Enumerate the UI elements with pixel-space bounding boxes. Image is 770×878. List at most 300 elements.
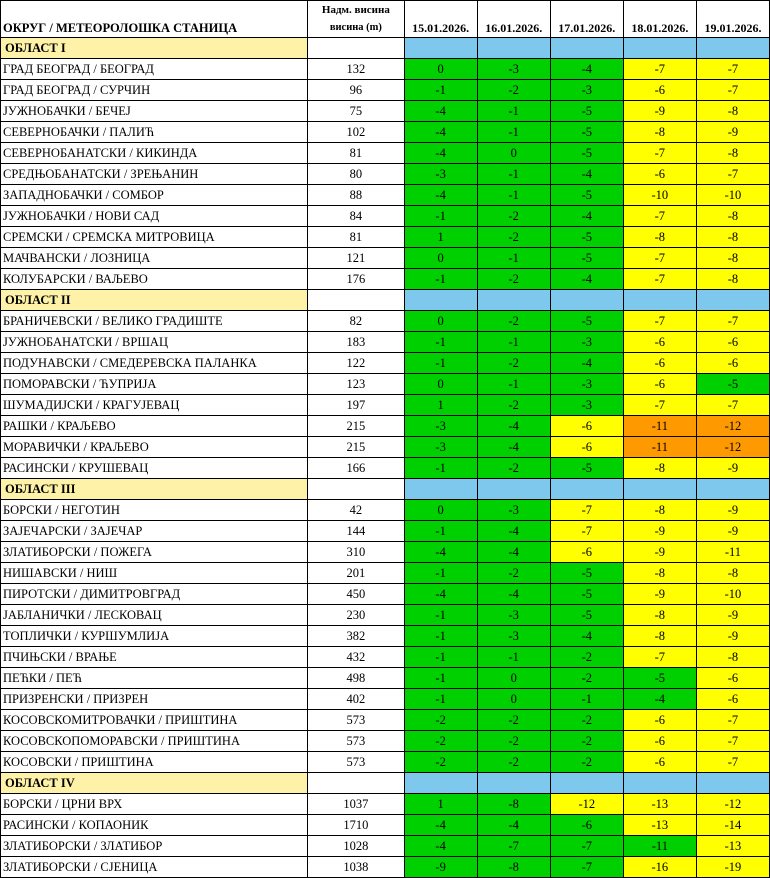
station-name-cell: ПРИЗРЕНСКИ / ПРИЗРЕН bbox=[1, 689, 308, 710]
temperature-cell: -8 bbox=[696, 143, 769, 164]
altitude-cell: 573 bbox=[308, 710, 404, 731]
region-header-row bbox=[1, 479, 770, 500]
temperature-cell: -1 bbox=[550, 689, 623, 710]
altitude-cell: 215 bbox=[308, 437, 404, 458]
table-row bbox=[1, 248, 770, 269]
temperature-cell: -4 bbox=[404, 836, 477, 857]
station-name-cell: ПОМОРАВСКИ / ЋУПРИЈА bbox=[1, 374, 308, 395]
station-name-cell: БОРСКИ / НЕГОТИН bbox=[1, 500, 308, 521]
temperature-cell: -4 bbox=[404, 185, 477, 206]
temperature-cell: 0 bbox=[404, 248, 477, 269]
temperature-cell: -1 bbox=[404, 269, 477, 290]
station-name-cell: БРАНИЧЕВСКИ / ВЕЛИКО ГРАДИШТЕ bbox=[1, 311, 308, 332]
table-row bbox=[1, 437, 770, 458]
region-band-cell bbox=[404, 38, 477, 59]
station-name-cell: ПЧИЊСКИ / ВРАЊЕ bbox=[1, 647, 308, 668]
table-row bbox=[1, 458, 770, 479]
temperature-cell: -2 bbox=[477, 710, 550, 731]
temperature-cell: 0 bbox=[404, 500, 477, 521]
region-label: ОБЛАСТ II bbox=[1, 290, 308, 311]
region-band-cell bbox=[477, 38, 550, 59]
station-name-cell: ЗЛАТИБОРСКИ / ПОЖЕГА bbox=[1, 542, 308, 563]
temperature-cell: -2 bbox=[477, 80, 550, 101]
temperature-cell: -2 bbox=[404, 731, 477, 752]
temperature-cell: -4 bbox=[550, 626, 623, 647]
altitude-cell: 123 bbox=[308, 374, 404, 395]
altitude-cell: 144 bbox=[308, 521, 404, 542]
region-label: ОБЛАСТ IV bbox=[1, 773, 308, 794]
temperature-cell: -8 bbox=[623, 227, 696, 248]
table-row bbox=[1, 206, 770, 227]
temperature-cell: -8 bbox=[477, 857, 550, 878]
temperature-cell: -12 bbox=[696, 416, 769, 437]
table-row bbox=[1, 143, 770, 164]
table-row bbox=[1, 563, 770, 584]
temperature-cell: -7 bbox=[623, 311, 696, 332]
region-band-cell bbox=[696, 479, 769, 500]
station-name-cell: НИШАВСКИ / НИШ bbox=[1, 563, 308, 584]
station-name-cell: МАЧВАНСКИ / ЛОЗНИЦА bbox=[1, 248, 308, 269]
temperature-cell: -7 bbox=[696, 710, 769, 731]
temperature-cell: -7 bbox=[696, 731, 769, 752]
temperature-cell: -3 bbox=[550, 374, 623, 395]
table-row bbox=[1, 794, 770, 815]
altitude-cell: 81 bbox=[308, 143, 404, 164]
header-day-3: 17.01.2026. bbox=[550, 1, 623, 38]
temperature-cell: -7 bbox=[696, 311, 769, 332]
temperature-cell: -5 bbox=[550, 101, 623, 122]
station-name-cell: МОРАВИЧКИ / КРАЉЕВО bbox=[1, 437, 308, 458]
temperature-cell: -13 bbox=[623, 794, 696, 815]
table-header bbox=[1, 1, 770, 38]
region-spacer-cell bbox=[308, 38, 404, 59]
altitude-cell: 432 bbox=[308, 647, 404, 668]
temperature-cell: -13 bbox=[623, 815, 696, 836]
region-band-cell bbox=[550, 38, 623, 59]
altitude-cell: 102 bbox=[308, 122, 404, 143]
region-band-cell bbox=[696, 290, 769, 311]
temperature-cell: -4 bbox=[404, 815, 477, 836]
region-band-cell bbox=[404, 773, 477, 794]
temperature-cell: -8 bbox=[623, 605, 696, 626]
temperature-cell: -10 bbox=[696, 584, 769, 605]
region-band-cell bbox=[550, 479, 623, 500]
temperature-cell: -6 bbox=[696, 668, 769, 689]
temperature-cell: -3 bbox=[477, 626, 550, 647]
temperature-cell: 0 bbox=[404, 374, 477, 395]
temperature-cell: -7 bbox=[623, 395, 696, 416]
header-day-2: 16.01.2026. bbox=[477, 1, 550, 38]
temperature-cell: -8 bbox=[696, 101, 769, 122]
temperature-cell: -2 bbox=[477, 752, 550, 773]
region-header-row bbox=[1, 773, 770, 794]
temperature-cell: -9 bbox=[696, 458, 769, 479]
temperature-cell: -7 bbox=[696, 752, 769, 773]
temperature-cell: -8 bbox=[696, 206, 769, 227]
table-row bbox=[1, 500, 770, 521]
temperature-cell: -4 bbox=[623, 689, 696, 710]
temperature-cell: -7 bbox=[623, 143, 696, 164]
table-row bbox=[1, 332, 770, 353]
temperature-cell: 1 bbox=[404, 794, 477, 815]
altitude-cell: 88 bbox=[308, 185, 404, 206]
temperature-cell: -11 bbox=[623, 836, 696, 857]
temperature-cell: -6 bbox=[623, 80, 696, 101]
temperature-cell: -7 bbox=[550, 857, 623, 878]
temperature-cell: -11 bbox=[623, 416, 696, 437]
region-band-cell bbox=[550, 773, 623, 794]
altitude-cell: 132 bbox=[308, 59, 404, 80]
region-band-cell bbox=[477, 773, 550, 794]
temperature-cell: -1 bbox=[404, 605, 477, 626]
table-row bbox=[1, 836, 770, 857]
temperature-cell: -8 bbox=[623, 626, 696, 647]
header-day-4: 18.01.2026. bbox=[623, 1, 696, 38]
station-name-cell: ПИРОТСКИ / ДИМИТРОВГРАД bbox=[1, 584, 308, 605]
temperature-cell: -11 bbox=[696, 542, 769, 563]
table-row bbox=[1, 542, 770, 563]
temperature-cell: -5 bbox=[550, 227, 623, 248]
region-band-cell bbox=[477, 479, 550, 500]
station-name-cell: ПЕЋКИ / ПЕЋ bbox=[1, 668, 308, 689]
temperature-cell: -6 bbox=[623, 164, 696, 185]
temperature-cell: -14 bbox=[696, 815, 769, 836]
temperature-cell: -12 bbox=[696, 794, 769, 815]
region-header-row bbox=[1, 38, 770, 59]
header-altitude-line1: Надм. висина bbox=[321, 4, 390, 16]
temperature-cell: -2 bbox=[477, 458, 550, 479]
header-day-5: 19.01.2026. bbox=[696, 1, 769, 38]
table-row bbox=[1, 122, 770, 143]
temperature-cell: -2 bbox=[404, 752, 477, 773]
temperature-cell: -10 bbox=[696, 185, 769, 206]
altitude-cell: 1038 bbox=[308, 857, 404, 878]
table-row bbox=[1, 647, 770, 668]
temperature-cell: -2 bbox=[477, 227, 550, 248]
station-name-cell: СЕВЕРНОБАНАТСКИ / КИКИНДА bbox=[1, 143, 308, 164]
temperature-cell: -8 bbox=[623, 500, 696, 521]
temperature-cell: -7 bbox=[623, 248, 696, 269]
temperature-cell: -7 bbox=[696, 80, 769, 101]
temperature-cell: -8 bbox=[696, 647, 769, 668]
region-band-cell bbox=[623, 479, 696, 500]
temperature-cell: -8 bbox=[623, 458, 696, 479]
station-name-cell: РАСИНСКИ / КОПАОНИК bbox=[1, 815, 308, 836]
station-name-cell: СРЕМСКИ / СРЕМСКА МИТРОВИЦА bbox=[1, 227, 308, 248]
station-name-cell: КОСОВСКОПОМОРАВСКИ / ПРИШТИНА bbox=[1, 731, 308, 752]
region-header-row bbox=[1, 290, 770, 311]
temperature-cell: -9 bbox=[623, 542, 696, 563]
temperature-cell: -1 bbox=[477, 164, 550, 185]
temperature-cell: -8 bbox=[477, 794, 550, 815]
altitude-cell: 201 bbox=[308, 563, 404, 584]
station-name-cell: ГРАД БЕОГРАД / БЕОГРАД bbox=[1, 59, 308, 80]
temperature-cell: -4 bbox=[404, 584, 477, 605]
temperature-cell: -1 bbox=[477, 122, 550, 143]
altitude-cell: 215 bbox=[308, 416, 404, 437]
altitude-cell: 573 bbox=[308, 752, 404, 773]
station-name-cell: РАСИНСКИ / КРУШЕВАЦ bbox=[1, 458, 308, 479]
temperature-cell: -5 bbox=[550, 605, 623, 626]
altitude-cell: 402 bbox=[308, 689, 404, 710]
temperature-cell: -3 bbox=[477, 605, 550, 626]
station-name-cell: ЗАПАДНОБАЧКИ / СОМБОР bbox=[1, 185, 308, 206]
altitude-cell: 1028 bbox=[308, 836, 404, 857]
temperature-cell: -1 bbox=[477, 332, 550, 353]
temperature-cell: -4 bbox=[550, 59, 623, 80]
temperature-cell: -4 bbox=[477, 542, 550, 563]
altitude-cell: 310 bbox=[308, 542, 404, 563]
altitude-cell: 84 bbox=[308, 206, 404, 227]
station-name-cell: ШУМАДИЈСКИ / КРАГУЈЕВАЦ bbox=[1, 395, 308, 416]
temperature-cell: -9 bbox=[623, 521, 696, 542]
temperature-cell: -6 bbox=[623, 332, 696, 353]
region-band-cell bbox=[404, 479, 477, 500]
table-row bbox=[1, 101, 770, 122]
temperature-cell: -12 bbox=[696, 437, 769, 458]
table-row bbox=[1, 857, 770, 878]
temperature-cell: -6 bbox=[550, 815, 623, 836]
altitude-cell: 1710 bbox=[308, 815, 404, 836]
table-row bbox=[1, 353, 770, 374]
temperature-cell: -7 bbox=[696, 164, 769, 185]
temperature-cell: -12 bbox=[550, 794, 623, 815]
altitude-cell: 81 bbox=[308, 227, 404, 248]
altitude-cell: 166 bbox=[308, 458, 404, 479]
table-row bbox=[1, 164, 770, 185]
temperature-cell: -8 bbox=[696, 269, 769, 290]
temperature-cell: -2 bbox=[550, 752, 623, 773]
temperature-cell: -2 bbox=[550, 731, 623, 752]
temperature-cell: -1 bbox=[477, 374, 550, 395]
region-label: ОБЛАСТ III bbox=[1, 479, 308, 500]
table-row bbox=[1, 626, 770, 647]
temperature-cell: -9 bbox=[623, 101, 696, 122]
temperature-cell: 0 bbox=[404, 59, 477, 80]
altitude-cell: 382 bbox=[308, 626, 404, 647]
temperature-cell: -2 bbox=[477, 311, 550, 332]
temperature-cell: -3 bbox=[404, 164, 477, 185]
temperature-cell: 0 bbox=[477, 143, 550, 164]
temperature-cell: -6 bbox=[623, 731, 696, 752]
table-row bbox=[1, 731, 770, 752]
temperature-cell: -1 bbox=[404, 647, 477, 668]
temperature-cell: -8 bbox=[623, 122, 696, 143]
temperature-cell: -2 bbox=[550, 668, 623, 689]
temperature-cell: -4 bbox=[477, 416, 550, 437]
temperature-cell: -1 bbox=[477, 248, 550, 269]
temperature-cell: -16 bbox=[623, 857, 696, 878]
temperature-cell: -9 bbox=[696, 626, 769, 647]
region-spacer-cell bbox=[308, 479, 404, 500]
temperature-cell: -4 bbox=[404, 542, 477, 563]
temperature-cell: -6 bbox=[550, 416, 623, 437]
temperature-cell: -5 bbox=[550, 584, 623, 605]
header-station: ОКРУГ / МЕТЕОРОЛОШКА СТАНИЦА bbox=[1, 1, 308, 38]
region-band-cell bbox=[696, 773, 769, 794]
temperature-cell: -4 bbox=[404, 101, 477, 122]
temperature-cell: -1 bbox=[404, 668, 477, 689]
temperature-cell: -1 bbox=[477, 647, 550, 668]
temperature-cell: 0 bbox=[477, 668, 550, 689]
header-altitude-line2: висина (m) bbox=[329, 22, 382, 33]
station-name-cell: КОСОВСКОМИТРОВАЧКИ / ПРИШТИНА bbox=[1, 710, 308, 731]
station-name-cell: КОСОВСКИ / ПРИШТИНА bbox=[1, 752, 308, 773]
temperature-cell: -1 bbox=[477, 101, 550, 122]
temperature-cell: -5 bbox=[550, 185, 623, 206]
temperature-cell: -3 bbox=[477, 59, 550, 80]
temperature-cell: -5 bbox=[623, 668, 696, 689]
region-spacer-cell bbox=[308, 773, 404, 794]
altitude-cell: 75 bbox=[308, 101, 404, 122]
temperature-cell: -7 bbox=[696, 59, 769, 80]
station-name-cell: СЕВЕРНОБАЧКИ / ПАЛИЋ bbox=[1, 122, 308, 143]
station-name-cell: СРЕДЊОБАНАТСКИ / ЗРЕЊАНИН bbox=[1, 164, 308, 185]
temperature-cell: -1 bbox=[404, 206, 477, 227]
temperature-cell: -1 bbox=[404, 626, 477, 647]
temperature-cell: -6 bbox=[696, 353, 769, 374]
temperature-cell: -7 bbox=[477, 836, 550, 857]
altitude-cell: 450 bbox=[308, 584, 404, 605]
altitude-cell: 122 bbox=[308, 353, 404, 374]
temperature-cell: -5 bbox=[550, 563, 623, 584]
temperature-cell: -6 bbox=[623, 752, 696, 773]
header-row bbox=[1, 1, 770, 38]
temperature-cell: -9 bbox=[623, 584, 696, 605]
temperature-cell: -2 bbox=[477, 269, 550, 290]
station-name-cell: РАШКИ / КРАЉЕВО bbox=[1, 416, 308, 437]
region-label: ОБЛАСТ I bbox=[1, 38, 308, 59]
table-row bbox=[1, 269, 770, 290]
temperature-cell: -6 bbox=[623, 374, 696, 395]
altitude-cell: 82 bbox=[308, 311, 404, 332]
temperature-cell: 0 bbox=[477, 689, 550, 710]
station-name-cell: ЈУЖНОБАЧКИ / БЕЧЕЈ bbox=[1, 101, 308, 122]
table-row bbox=[1, 374, 770, 395]
temperature-cell: -8 bbox=[623, 563, 696, 584]
table-row bbox=[1, 521, 770, 542]
table-row bbox=[1, 668, 770, 689]
temperature-cell: -5 bbox=[696, 374, 769, 395]
region-band-cell bbox=[550, 290, 623, 311]
table-body bbox=[1, 38, 770, 878]
temperature-cell: -4 bbox=[550, 164, 623, 185]
temperature-cell: -2 bbox=[477, 731, 550, 752]
table-row bbox=[1, 815, 770, 836]
temperature-cell: -5 bbox=[550, 458, 623, 479]
temperature-cell: -4 bbox=[477, 815, 550, 836]
temperature-cell: -2 bbox=[477, 206, 550, 227]
region-band-cell bbox=[404, 290, 477, 311]
temperature-cell: -7 bbox=[623, 269, 696, 290]
temperature-cell: -7 bbox=[550, 500, 623, 521]
temperature-cell: -11 bbox=[623, 437, 696, 458]
temperature-cell: -4 bbox=[477, 521, 550, 542]
temperature-cell: -4 bbox=[404, 143, 477, 164]
temperature-cell: -3 bbox=[404, 437, 477, 458]
temperature-cell: -1 bbox=[477, 185, 550, 206]
temperature-cell: -10 bbox=[623, 185, 696, 206]
temperature-cell: -6 bbox=[550, 437, 623, 458]
temperature-cell: -7 bbox=[550, 521, 623, 542]
station-name-cell: ЈУЖНОБАНАТСКИ / ВРШАЦ bbox=[1, 332, 308, 353]
temperature-cell: -1 bbox=[404, 521, 477, 542]
temperature-cell: -7 bbox=[550, 836, 623, 857]
station-name-cell: ПОДУНАВСКИ / СМЕДЕРЕВСКА ПАЛАНКА bbox=[1, 353, 308, 374]
temperature-cell: -19 bbox=[696, 857, 769, 878]
temperature-cell: -3 bbox=[550, 80, 623, 101]
header-altitude bbox=[308, 1, 404, 38]
altitude-cell: 197 bbox=[308, 395, 404, 416]
table-row bbox=[1, 689, 770, 710]
table-row bbox=[1, 59, 770, 80]
temperature-cell: -6 bbox=[623, 710, 696, 731]
altitude-cell: 1037 bbox=[308, 794, 404, 815]
altitude-cell: 230 bbox=[308, 605, 404, 626]
altitude-cell: 573 bbox=[308, 731, 404, 752]
temperature-cell: -4 bbox=[477, 437, 550, 458]
table-row bbox=[1, 80, 770, 101]
table-row bbox=[1, 752, 770, 773]
temperature-cell: -13 bbox=[696, 836, 769, 857]
temperature-cell: -1 bbox=[404, 689, 477, 710]
table-row bbox=[1, 605, 770, 626]
temperature-cell: -2 bbox=[477, 563, 550, 584]
station-name-cell: ЗЛАТИБОРСКИ / ЗЛАТИБОР bbox=[1, 836, 308, 857]
temperature-cell: -7 bbox=[696, 395, 769, 416]
temperature-cell: -3 bbox=[550, 332, 623, 353]
region-band-cell bbox=[623, 773, 696, 794]
altitude-cell: 176 bbox=[308, 269, 404, 290]
temperature-cell: -9 bbox=[696, 605, 769, 626]
table-row bbox=[1, 416, 770, 437]
region-band-cell bbox=[623, 290, 696, 311]
temperature-cell: -5 bbox=[550, 248, 623, 269]
temperature-cell: 1 bbox=[404, 227, 477, 248]
temperature-cell: -6 bbox=[623, 353, 696, 374]
temperature-cell: -7 bbox=[623, 647, 696, 668]
temperature-cell: -2 bbox=[550, 647, 623, 668]
temperature-cell: -3 bbox=[477, 500, 550, 521]
station-name-cell: ГРАД БЕОГРАД / СУРЧИН bbox=[1, 80, 308, 101]
temperature-cell: -1 bbox=[404, 458, 477, 479]
temperature-cell: -6 bbox=[696, 332, 769, 353]
temperature-cell: -2 bbox=[550, 710, 623, 731]
region-band-cell bbox=[696, 38, 769, 59]
table-row bbox=[1, 227, 770, 248]
temperature-cell: -5 bbox=[550, 311, 623, 332]
temperature-cell: -6 bbox=[696, 689, 769, 710]
station-name-cell: ЈАБЛАНИЧКИ / ЛЕСКОВАЦ bbox=[1, 605, 308, 626]
temperature-cell: -4 bbox=[550, 206, 623, 227]
altitude-cell: 96 bbox=[308, 80, 404, 101]
station-name-cell: ЗЛАТИБОРСКИ / СЈЕНИЦА bbox=[1, 857, 308, 878]
temperature-cell: -6 bbox=[550, 542, 623, 563]
header-day-1: 15.01.2026. bbox=[404, 1, 477, 38]
temperature-cell: -4 bbox=[477, 584, 550, 605]
temperature-cell: -4 bbox=[404, 122, 477, 143]
region-band-cell bbox=[623, 38, 696, 59]
temperature-cell: -3 bbox=[550, 395, 623, 416]
temperature-cell: -2 bbox=[477, 395, 550, 416]
altitude-cell: 80 bbox=[308, 164, 404, 185]
temperature-cell: -1 bbox=[404, 80, 477, 101]
temperature-cell: -1 bbox=[404, 563, 477, 584]
temperature-cell: -1 bbox=[404, 332, 477, 353]
temperature-cell: -9 bbox=[696, 521, 769, 542]
temperature-cell: -2 bbox=[404, 710, 477, 731]
altitude-cell: 42 bbox=[308, 500, 404, 521]
